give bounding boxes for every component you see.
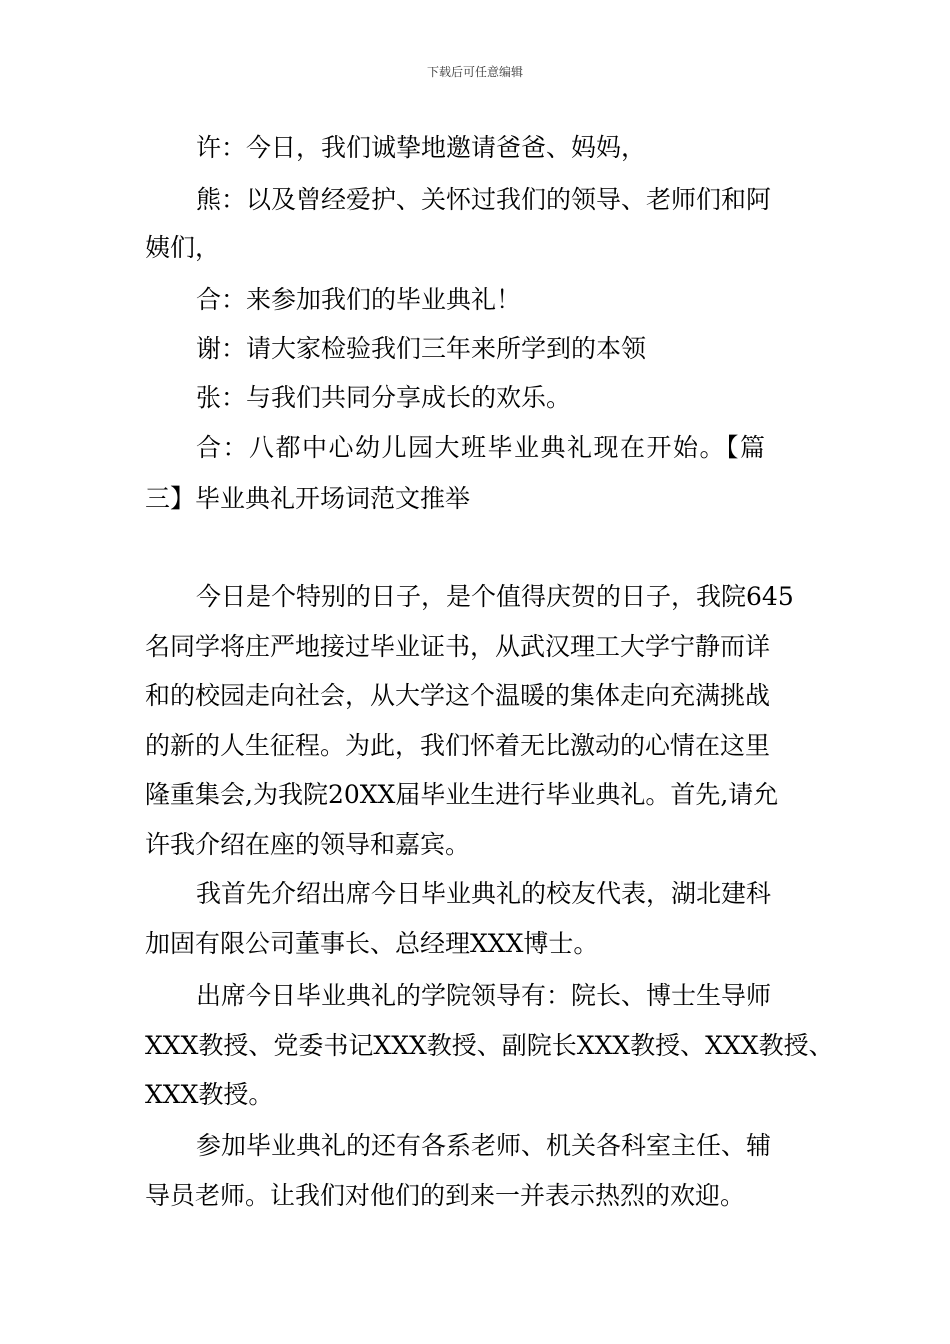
paragraph-line: 导员老师。让我们对他们的到来一并表示热烈的欢迎。 bbox=[145, 1181, 746, 1210]
paragraph-line: 加固有限公司董事长、总经理XXX博士。 bbox=[145, 929, 599, 958]
paragraph-line: XXX教授。 bbox=[145, 1080, 274, 1109]
paragraph-line: 名同学将庄严地接过毕业证书，从武汉理工大学宁静而详 bbox=[145, 632, 771, 661]
dialogue-line: 合：来参加我们的毕业典礼！ bbox=[196, 285, 522, 314]
dialogue-line: 谢：请大家检验我们三年来所学到的本领 bbox=[196, 334, 647, 363]
dialogue-line: 许：今日，我们诚挚地邀请爸爸、妈妈， bbox=[196, 133, 647, 162]
paragraph-line: 出席今日毕业典礼的学院领导有：院长、博士生导师 bbox=[196, 981, 772, 1010]
paragraph-line: 隆重集会,为我院20XX届毕业生进行毕业典礼。首先,请允 bbox=[145, 780, 779, 809]
paragraph-line: 今日是个特别的日子，是个值得庆贺的日子，我院645 bbox=[196, 582, 794, 611]
paragraph-line: 和的校园走向社会，从大学这个温暖的集体走向充满挑战 bbox=[145, 681, 771, 710]
dialogue-line: 张：与我们共同分享成长的欢乐。 bbox=[196, 383, 572, 412]
paragraph-line: 参加毕业典礼的还有各系老师、机关各科室主任、辅 bbox=[196, 1131, 772, 1160]
dialogue-line: 合：八都中心幼儿园大班毕业典礼现在开始。【篇 bbox=[196, 433, 767, 462]
paragraph-line: 的新的人生征程。为此，我们怀着无比激动的心情在这里 bbox=[145, 731, 771, 760]
dialogue-line-continued: 姨们， bbox=[145, 233, 221, 262]
dialogue-line: 熊：以及曾经爱护、关怀过我们的领导、老师们和阿 bbox=[196, 185, 772, 214]
section-heading: 三】毕业典礼开场词范文推举 bbox=[145, 484, 471, 513]
paragraph-line: XXX教授、党委书记XXX教授、副院长XXX教授、XXX教授、 bbox=[145, 1031, 834, 1060]
page-header: 下载后可任意编辑 bbox=[426, 65, 523, 79]
paragraph-line: 许我介绍在座的领导和嘉宾。 bbox=[145, 830, 471, 859]
paragraph-line: 我首先介绍出席今日毕业典礼的校友代表，湖北建科 bbox=[196, 879, 772, 908]
